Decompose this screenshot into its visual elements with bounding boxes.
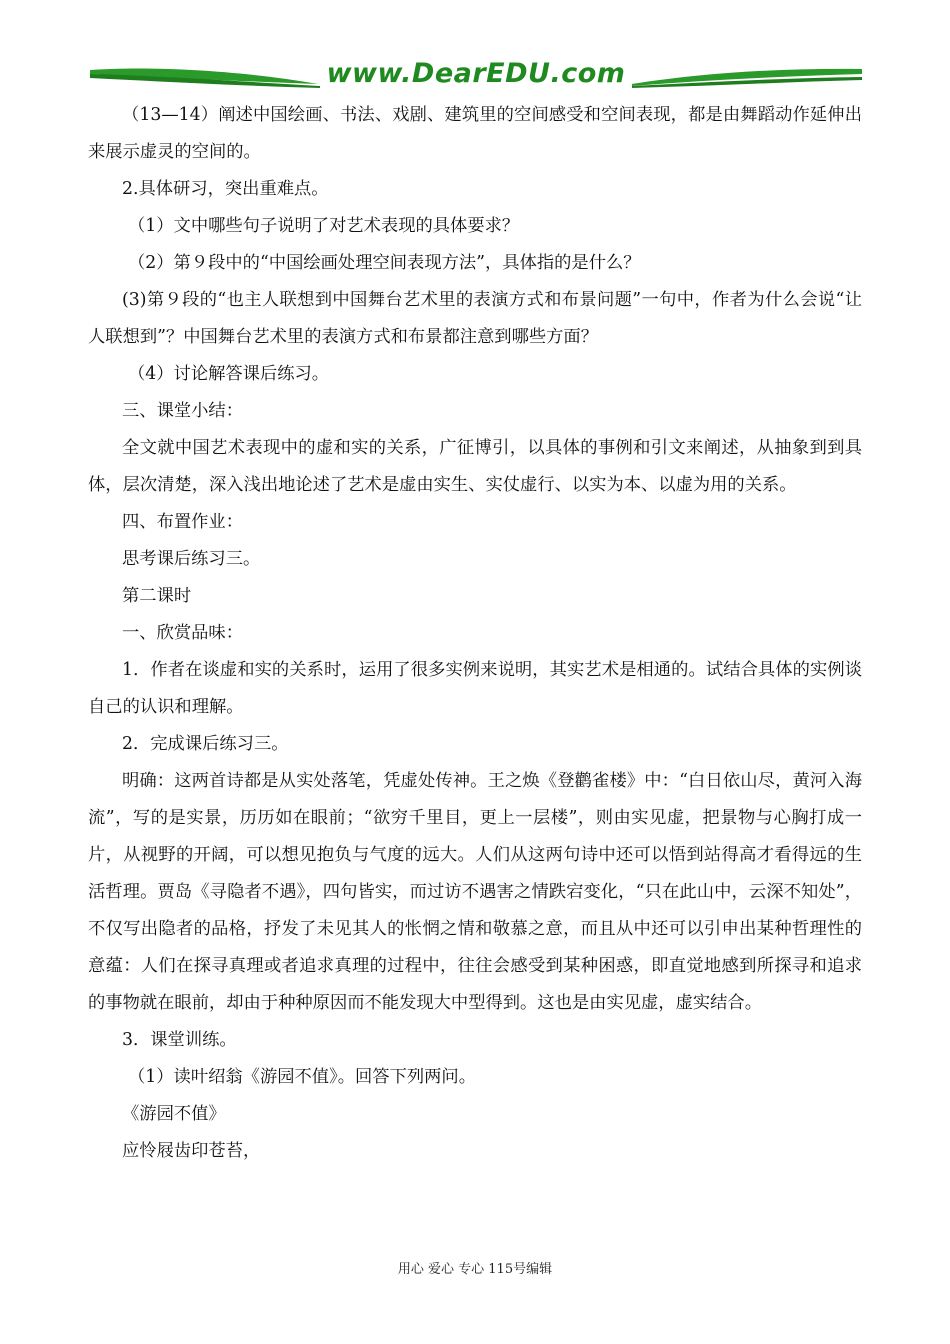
section-heading: 第二课时 (122, 586, 192, 606)
paragraph: （4）讨论解答课后练习。 (128, 364, 330, 384)
section-heading: 一、欣赏品味： (122, 623, 243, 643)
paragraph: 2.具体研习，突出重难点。 (122, 179, 329, 199)
paragraph: （13—14）阐述中国绘画、书法、戏剧、建筑里的空间感受和空间表现，都是由舞蹈动作延伸出来展示虚灵的空间的。 (88, 105, 862, 162)
paragraph: 明确：这两首诗都是从实处落笔，凭虚处传神。王之焕《登鹳雀楼》中：“白日依山尽，黄河入海流”，写的是实景，历历如在眼前；“欲穷千里目，更上一层楼”，则由实见虚，把景物与心胸打成一片，从视野的开阔，可以想见抱负与气度的远大。人们从这两句诗中还可以悟到站得高才看得远的生活哲理。贾岛《寻隐者不遇》，四句皆实，而过访不遇害之情跌宕变化，“只在此山中，云深不知处”，不仅写出隐者的品格，抒发了未见其人的怅惘之情和敬慕之意，而且从中还可以引申出某种哲理性的意蕴：人们在探寻真理或者追求真理的过程中，往往会感受到某种困惑，即直觉地感到所探寻和追求的事物就在眼前，却由于种种原因而不能发现大中型得到。这也是由实见虚，虚实结合。 (88, 771, 862, 1013)
paragraph: （2）第９段中的“中国绘画处理空间表现方法”，具体指的是什么？ (128, 253, 641, 273)
paragraph: 3．课堂训练。 (122, 1030, 237, 1050)
site-logo[interactable]: www.DearEDU.com (326, 58, 626, 89)
page-footer: 用心 爱心 专心 115号编辑 (397, 1262, 553, 1277)
paragraph: 全文就中国艺术表现中的虚和实的关系，广征博引，以具体的事例和引文来阐述，从抽象到到具体，层次清楚，深入浅出地论述了艺术是虚由实生、实仗虚行、以实为本、以虚为用的关系。 (88, 438, 862, 495)
poem-line: 应怜屐齿印苍苔， (122, 1141, 261, 1161)
paragraph: 1．作者在谈虚和实的关系时，运用了很多实例来说明，其实艺术是相通的。试结合具体的实例谈自己的认识和理解。 (88, 660, 862, 717)
page-header (88, 58, 864, 98)
section-heading: 三、课堂小结： (122, 401, 243, 421)
paragraph: 2．完成课后练习三。 (122, 734, 289, 754)
poem-title: 《游园不值》 (122, 1104, 226, 1124)
paragraph: 思考课后练习三。 (122, 549, 261, 569)
paragraph: （1）读叶绍翁《游园不值》。回答下列两问。 (128, 1067, 476, 1087)
paragraph: (3)第９段的“也主人联想到中国舞台艺术里的表演方式和布景问题”一句中，作者为什么会说“让人联想到”？中国舞台艺术里的表演方式和布景都注意到哪些方面？ (88, 290, 862, 347)
section-heading: 四、布置作业： (122, 512, 243, 532)
document-body (88, 97, 862, 1170)
paragraph: （1）文中哪些句子说明了对艺术表现的具体要求？ (128, 216, 520, 236)
